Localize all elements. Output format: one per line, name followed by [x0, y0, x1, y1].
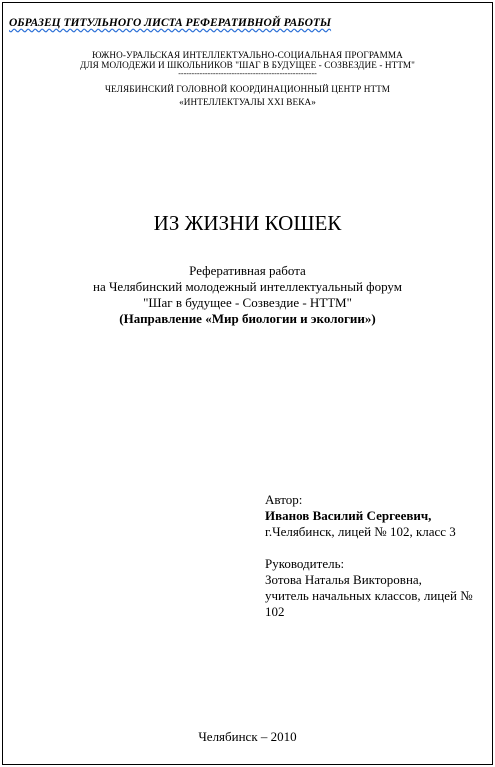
description-line-3: "Шаг в будущее - Созвездие - НТТМ"	[143, 295, 352, 310]
supervisor-details: учитель начальных классов, лицей № 102	[265, 588, 473, 619]
direction-line: (Направление «Мир биологии и экологии»)	[119, 311, 376, 326]
author-label: Автор:	[265, 492, 303, 507]
description-line-2: на Челябинский молодежный интеллектуальный форум	[93, 279, 402, 294]
sample-title-text: ОБРАЗЕЦ ТИТУЛЬНОГО ЛИСТА РЕФЕРАТИВНОЙ РАБОТЫ	[9, 17, 332, 29]
org-line-4: «ИНТЕЛЛЕКТУАЛЫ XXI ВЕКА»	[179, 97, 316, 107]
author-block	[265, 492, 487, 620]
org-line-3: ЧЕЛЯБИНСКИЙ ГОЛОВНОЙ КООРДИНАЦИОННЫЙ ЦЕНТР НТТМ	[104, 84, 391, 94]
footer-city-year: Челябинск – 2010	[198, 729, 297, 744]
supervisor-label: Руководитель:	[265, 556, 345, 571]
separator-line: ----------------------------------------------------	[178, 69, 317, 78]
org-line-2: ДЛЯ МОЛОДЕЖИ И ШКОЛЬНИКОВ "ШАГ В БУДУЩЕЕ - СОЗВЕЗДИЕ - НТТМ"	[79, 60, 416, 70]
supervisor-name: Зотова Наталья Викторовна,	[265, 572, 422, 587]
author-name: Иванов Василий Сергеевич,	[265, 508, 432, 523]
spacer	[265, 540, 487, 556]
main-title: ИЗ ЖИЗНИ КОШЕК	[153, 211, 342, 235]
org-line-1: ЮЖНО-УРАЛЬСКАЯ ИНТЕЛЛЕКТУАЛЬНО-СОЦИАЛЬНАЯ ПРОГРАММА	[92, 50, 403, 60]
description-line-1: Реферативная работа	[189, 263, 306, 278]
author-details: г.Челябинск, лицей № 102, класс 3	[265, 524, 456, 539]
sample-title	[9, 17, 331, 29]
title-page	[2, 2, 493, 765]
